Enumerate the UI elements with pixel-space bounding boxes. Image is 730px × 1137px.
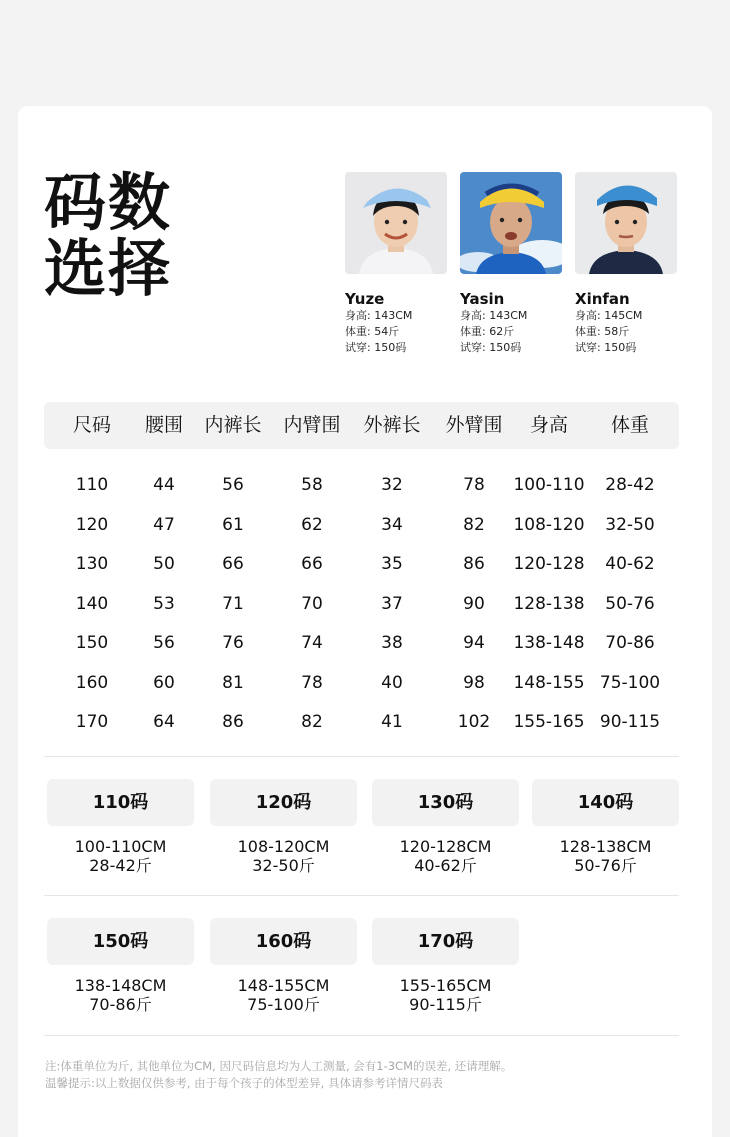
cell-outer-arm: 82 (463, 514, 485, 535)
model-height: 身高: 143CM (460, 309, 528, 322)
cell-inseam: 86 (222, 712, 244, 732)
table-row (44, 466, 679, 506)
cell-height: 155-165 (513, 712, 585, 732)
cell-height: 138-148 (513, 633, 585, 653)
header-inner-arm: 内臂围 (283, 414, 341, 436)
cell-weight: 28-42 (605, 475, 655, 495)
cell-size: 160 (75, 672, 109, 693)
cell-outer-arm: 102 (457, 712, 491, 732)
size-card-weight: 70-86斤 (89, 995, 152, 1014)
table-row (44, 585, 679, 625)
model-weight: 体重: 54斤 (345, 325, 400, 338)
cell-outer-length: 34 (381, 514, 403, 535)
cell-inner-arm: 66 (301, 554, 323, 574)
cell-weight: 90-115 (599, 712, 661, 732)
title-line-1: 码数 (44, 166, 173, 239)
model-card (575, 172, 679, 356)
size-card (47, 918, 194, 1014)
cell-inseam: 71 (222, 593, 244, 614)
model-name: Yasin (460, 290, 505, 308)
size-card (372, 779, 519, 875)
model-photo (460, 172, 562, 274)
size-card-height: 155-165CM (399, 976, 492, 995)
size-card-label: 140码 (532, 779, 679, 826)
cell-waist: 50 (153, 554, 175, 574)
size-card-label: 160码 (210, 918, 357, 965)
model-name: Xinfan (575, 290, 630, 308)
header-size: 尺码 (72, 414, 112, 436)
divider (44, 895, 679, 896)
note-line-tip: 温馨提示:以上数据仅供参考, 由于每个孩子的体型差异, 具体请参考详情尺码表 (45, 1076, 443, 1090)
notes (45, 1058, 512, 1092)
size-card-label: 110码 (47, 779, 194, 826)
cell-weight: 70-86 (605, 633, 655, 653)
cell-inner-arm: 70 (301, 593, 323, 614)
cell-height: 120-128 (513, 554, 585, 574)
size-card-weight: 32-50斤 (252, 856, 315, 875)
size-card-weight: 90-115斤 (409, 995, 482, 1014)
size-card (210, 779, 357, 875)
size-card (210, 918, 357, 1014)
cell-height: 108-120 (513, 514, 585, 535)
cell-height: 128-138 (513, 593, 585, 614)
cell-size: 170 (75, 712, 109, 732)
model-tried-size: 试穿: 150码 (345, 341, 407, 354)
cell-size: 130 (75, 554, 109, 574)
table-row (44, 624, 679, 664)
size-card-height: 100-110CM (74, 837, 167, 856)
cell-waist: 53 (153, 593, 175, 614)
header-weight: 体重 (610, 414, 650, 436)
table-row (44, 545, 679, 585)
cell-waist: 56 (153, 633, 175, 653)
model-height: 身高: 143CM (345, 309, 413, 322)
cell-height: 148-155 (513, 672, 585, 693)
cell-weight: 40-62 (605, 554, 655, 574)
size-card-height: 108-120CM (237, 837, 330, 856)
cell-outer-length: 40 (381, 672, 403, 693)
divider (44, 756, 679, 757)
note-line-units: 注:体重单位为斤, 其他单位为CM, 因尺码信息均为人工测量, 会有1-3CM的误差, 还请理解。 (45, 1059, 513, 1073)
table-row (44, 506, 679, 546)
cell-weight: 50-76 (605, 593, 655, 614)
cell-outer-length: 41 (381, 712, 403, 732)
cell-inner-arm: 82 (301, 712, 323, 732)
cell-height: 100-110 (513, 475, 585, 495)
cell-outer-length: 38 (381, 633, 403, 653)
model-tried-size: 试穿: 150码 (460, 341, 522, 354)
cell-outer-arm: 86 (463, 554, 485, 574)
header-outer-arm: 外臂围 (445, 414, 503, 436)
table-row (44, 664, 679, 704)
cell-outer-arm: 94 (463, 633, 485, 653)
size-card (532, 779, 679, 875)
cell-waist: 44 (153, 475, 175, 495)
model-photo (575, 172, 677, 274)
size-card-height: 120-128CM (399, 837, 492, 856)
size-card-weight: 50-76斤 (574, 856, 637, 875)
cell-inner-arm: 74 (301, 633, 323, 653)
model-height: 身高: 145CM (575, 309, 643, 322)
cell-waist: 60 (153, 672, 175, 693)
size-card-height: 148-155CM (237, 976, 330, 995)
table-row (44, 703, 679, 743)
model-card (460, 172, 564, 356)
size-card-label: 170码 (372, 918, 519, 965)
cell-inner-arm: 58 (301, 475, 323, 495)
size-card-weight: 40-62斤 (414, 856, 477, 875)
cell-outer-length: 32 (381, 475, 403, 495)
model-card (345, 172, 449, 356)
size-table-header (44, 402, 679, 449)
cell-outer-arm: 90 (463, 593, 485, 614)
cell-size: 140 (75, 593, 109, 614)
cell-weight: 75-100 (599, 672, 661, 693)
cell-size: 120 (75, 514, 109, 535)
model-weight: 体重: 62斤 (460, 325, 515, 338)
size-card-label: 130码 (372, 779, 519, 826)
size-card-label: 150码 (47, 918, 194, 965)
cell-size: 110 (75, 475, 109, 495)
size-card-weight: 28-42斤 (89, 856, 152, 875)
cell-inseam: 61 (222, 514, 244, 535)
cell-waist: 47 (153, 514, 175, 535)
size-card (47, 779, 194, 875)
header-height: 身高 (529, 414, 569, 436)
cell-inseam: 56 (222, 475, 244, 495)
divider (44, 1035, 679, 1036)
size-card-weight: 75-100斤 (247, 995, 320, 1014)
cell-inseam: 66 (222, 554, 244, 574)
cell-inner-arm: 78 (301, 672, 323, 693)
size-card-height: 128-138CM (559, 837, 652, 856)
size-guide-card (18, 106, 712, 1137)
size-card (372, 918, 519, 1014)
model-list (345, 172, 680, 362)
model-tried-size: 试穿: 150码 (575, 341, 637, 354)
header-inseam: 内裤长 (204, 414, 262, 436)
model-weight: 体重: 58斤 (575, 325, 630, 338)
cell-waist: 64 (153, 712, 175, 732)
cell-outer-length: 37 (381, 593, 403, 614)
cell-outer-length: 35 (381, 554, 403, 574)
cell-size: 150 (75, 633, 109, 653)
title-line-2: 选择 (44, 232, 173, 305)
page-title (44, 166, 173, 305)
size-card-label: 120码 (210, 779, 357, 826)
cell-inseam: 81 (222, 672, 244, 693)
size-table-body (44, 466, 679, 743)
cell-outer-arm: 78 (463, 475, 485, 495)
size-card-height: 138-148CM (74, 976, 167, 995)
header-waist: 腰围 (144, 414, 184, 436)
model-photo (345, 172, 447, 274)
model-name: Yuze (345, 290, 385, 308)
cell-inseam: 76 (222, 633, 244, 653)
header-outer-length: 外裤长 (363, 414, 421, 436)
cell-outer-arm: 98 (463, 672, 485, 693)
cell-weight: 32-50 (605, 514, 655, 535)
cell-inner-arm: 62 (301, 514, 323, 535)
